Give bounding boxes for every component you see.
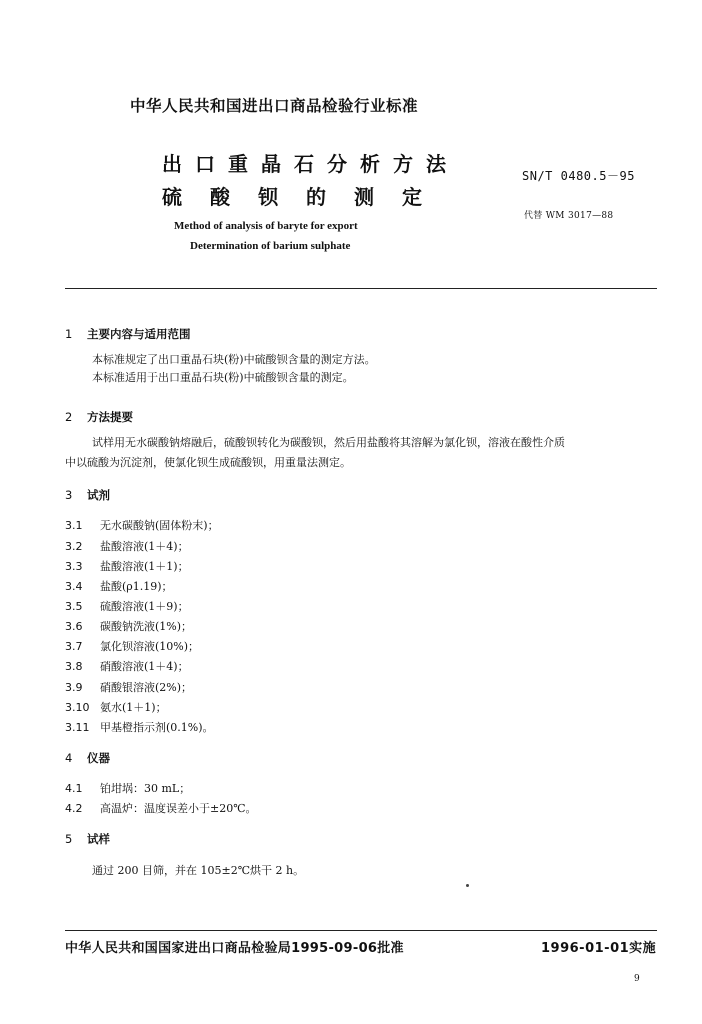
header-divider	[65, 288, 657, 289]
reagent-item: 3.11 甲基橙指示剂(0.1%)。	[65, 721, 214, 734]
reagent-item: 3.4 盐酸(ρ1.19)；	[65, 580, 173, 593]
reagent-item: 3.8 硝酸溶液(1＋4)；	[65, 660, 189, 673]
section-title: 仪器	[87, 751, 110, 765]
section-5-heading	[65, 831, 110, 847]
footer-divider	[65, 930, 657, 931]
replaces-standard: 代替 WM 3017—88	[524, 211, 614, 221]
section-number: 2	[65, 410, 73, 424]
section-title: 试剂	[87, 488, 110, 502]
section-title: 试样	[87, 832, 110, 846]
approval-statement: 中华人民共和国国家进出口商品检验局1995-09-06批准	[65, 941, 404, 956]
english-title-line1: Method of analysis of baryte for export	[174, 220, 358, 232]
document-title-line2: 硫酸钡的测定	[162, 185, 450, 209]
reagent-item: 3.2 盐酸溶液(1＋4)；	[65, 540, 189, 553]
section-4-heading	[65, 750, 110, 766]
section-1-heading	[65, 326, 191, 342]
standard-number: SN/T 0480.5－95	[522, 169, 635, 183]
section-2-heading	[65, 409, 133, 425]
reagent-item: 3.5 硫酸溶液(1＋9)；	[65, 600, 189, 613]
section-2-line2: 中以硫酸为沉淀剂，使氯化钡生成硫酸钡，用重量法测定。	[65, 456, 351, 469]
section-3-heading	[65, 487, 110, 503]
reagent-item: 3.7 氯化钡溶液(10%)；	[65, 640, 200, 653]
apparatus-item: 4.1 铂坩埚：30 mL；	[65, 782, 191, 795]
document-title-line1: 出口重晶石分析方法	[162, 152, 459, 176]
section-5-body: 通过 200 目筛，并在 105±2℃烘干 2 h。	[92, 864, 305, 877]
section-2-line1: 试样用无水碳酸钠熔融后，硫酸钡转化为碳酸钡，然后用盐酸将其溶解为氯化钡，溶液在酸性介质	[92, 436, 565, 449]
section-number: 1	[65, 327, 73, 341]
english-title-line2: Determination of barium sulphate	[190, 240, 351, 252]
section-title: 主要内容与适用范围	[87, 327, 191, 341]
issuing-organization: 中华人民共和国进出口商品检验行业标准	[130, 97, 419, 115]
reagent-item: 3.6 碳酸钠洗液(1%)；	[65, 620, 193, 633]
section-number: 5	[65, 832, 73, 846]
apparatus-item: 4.2 高温炉：温度误差小于±20℃。	[65, 802, 257, 815]
paragraph-line: 本标准适用于出口重晶石块(粉)中硫酸钡含量的测定。	[92, 371, 354, 384]
implementation-date: 1996-01-01实施	[541, 941, 657, 956]
section-number: 4	[65, 751, 73, 765]
section-1-body	[92, 351, 376, 387]
scan-speck	[466, 884, 469, 887]
section-title: 方法提要	[87, 410, 133, 424]
reagent-item: 3.1 无水碳酸钠(固体粉末)；	[65, 519, 219, 532]
reagent-item: 3.10 氨水(1＋1)；	[65, 701, 167, 714]
reagent-item: 3.3 盐酸溶液(1＋1)；	[65, 560, 189, 573]
paragraph-line: 本标准规定了出口重晶石块(粉)中硫酸钡含量的测定方法。	[92, 353, 376, 366]
page-number: 9	[634, 974, 640, 984]
section-number: 3	[65, 488, 73, 502]
reagent-item: 3.9 硝酸银溶液(2%)；	[65, 681, 193, 694]
